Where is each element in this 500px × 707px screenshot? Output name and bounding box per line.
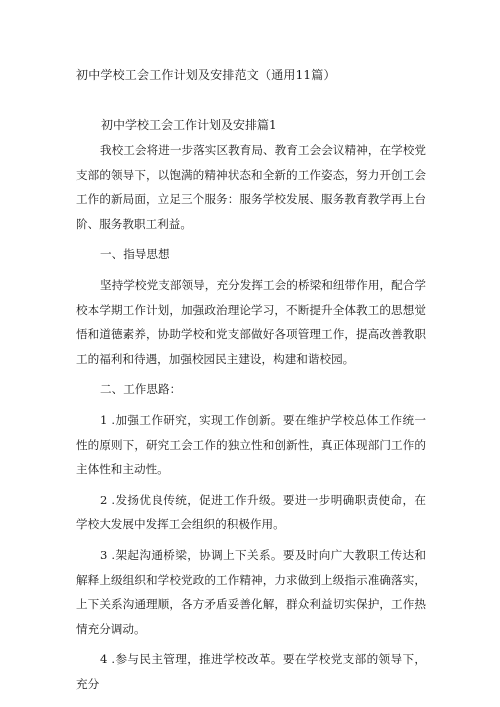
list-item-1: 1 .加强工作研究，实现工作创新。要在维护学校总体工作统一性的原则下，研究工会工作的独立性和创新性，真正体现部门工作的主体性和主动性。 [76, 412, 426, 477]
list-item-4: 4 .参与民主管理，推进学校改革。要在学校党支部的领导下，充分 [76, 652, 426, 691]
section-heading: 初中学校工会工作计划及安排篇1 [101, 118, 277, 132]
document-title: 初中学校工会工作计划及安排范文（通用11篇） [76, 68, 336, 82]
list-item-3: 3 .架起沟通桥梁，协调上下关系。要及时向广大教职工传达和解释上级组织和学校党政的工作精神，力求做到上级指示准确落实，上下关系沟通理顺，各方矛盾妥善化解，群众利益切实保护，工作热情充分调动。 [76, 547, 426, 636]
document-body [76, 138, 426, 696]
paragraph-intro: 我校工会将进一步落实区教育局、教育工会会议精神，在学校党支部的领导下，以饱满的精神状态和全新的工作姿态，努力开创工会工作的新局面，立足三个服务：服务学校发展、服务教育教学再上台阶、服务教职工利益。 [76, 143, 426, 231]
heading-work-approach: 二、工作思路： [100, 382, 182, 397]
paragraph-guiding-ideology: 坚持学校党支部领导，充分发挥工会的桥梁和纽带作用，配合学校本学期工作计划，加强政治理论学习，不断提升全体教工的思想觉悟和道德素养，协助学校和党支部做好各项管理工作，提高改善教职工的福利和待遇，加强校园民主建设，构建和谐校园。 [76, 277, 426, 366]
heading-guiding-ideology: 一、指导思想 [100, 247, 170, 262]
list-item-2: 2 .发扬优良传统，促进工作升级。要进一步明确职责使命，在学校大发展中发挥工会组织的积极作用。 [76, 492, 426, 532]
